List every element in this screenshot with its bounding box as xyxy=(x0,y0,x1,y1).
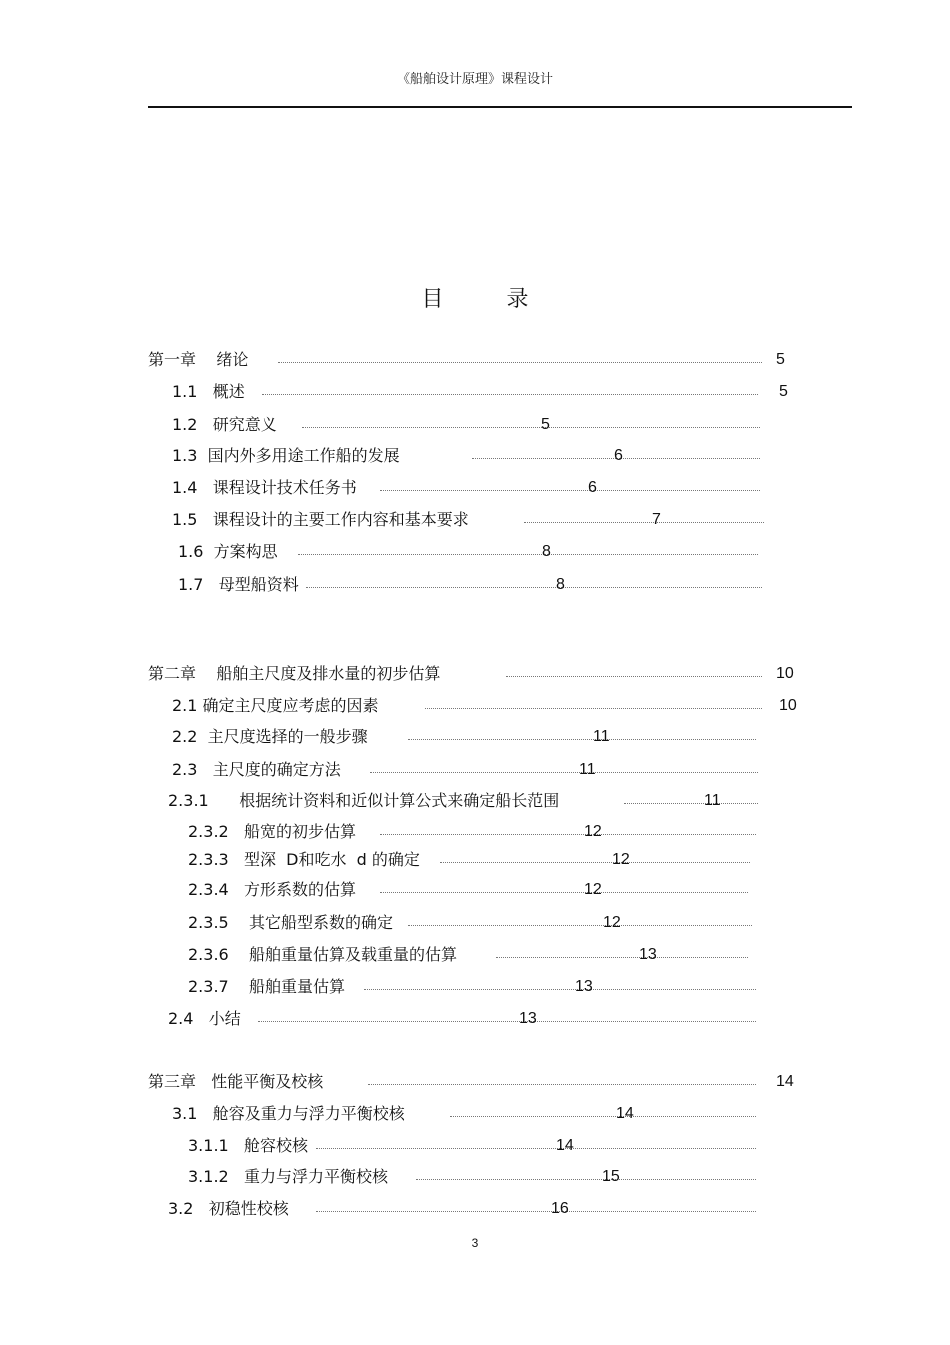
toc-entry-label: 2.2 主尺度选择的一般步骤 xyxy=(172,727,368,746)
toc-entry-page: 8 xyxy=(556,576,565,593)
toc-entry-page: 13 xyxy=(575,978,593,995)
toc-entry xyxy=(188,976,800,998)
page-number: 3 xyxy=(471,1236,479,1250)
toc-leader-dots xyxy=(624,803,758,804)
toc-entry-label: 3.2 初稳性校核 xyxy=(168,1199,289,1218)
toc-leader-dots xyxy=(408,739,756,740)
toc-entry-label: 2.3.7 船舶重量估算 xyxy=(188,977,346,996)
toc-leader-dots xyxy=(316,1211,756,1212)
toc-entry xyxy=(172,414,800,436)
toc-leader-dots xyxy=(440,862,750,863)
toc-entry xyxy=(168,790,800,812)
toc-title: 目 录 xyxy=(421,287,557,312)
toc-entry xyxy=(188,879,800,901)
toc-leader-dots xyxy=(298,554,758,555)
toc-entry-page: 8 xyxy=(542,543,551,560)
toc-entry-label: 2.3.5 其它船型系数的确定 xyxy=(188,913,394,932)
toc-entry-label: 2.3.4 方形系数的估算 xyxy=(188,880,356,899)
toc-entry-page: 12 xyxy=(612,851,630,868)
toc-entry xyxy=(172,509,800,531)
toc-entry-page: 13 xyxy=(519,1010,537,1027)
toc-entry xyxy=(148,663,800,685)
toc-leader-dots xyxy=(416,1179,756,1180)
toc-entry xyxy=(188,1135,800,1157)
toc-entry xyxy=(178,541,800,563)
toc-entry xyxy=(188,821,800,843)
toc-leader-dots xyxy=(450,1116,756,1117)
toc-entry-label: 第一章 绪论 xyxy=(148,350,249,369)
toc-entry-page: 5 xyxy=(776,351,785,368)
toc-entry-label: 1.3 国内外多用途工作船的发展 xyxy=(172,446,400,465)
toc-entry-page: 10 xyxy=(776,665,794,682)
toc-entry-page: 14 xyxy=(616,1105,634,1122)
toc-leader-dots xyxy=(425,708,762,709)
toc-entry xyxy=(172,477,800,499)
toc-entry xyxy=(172,381,800,403)
toc-leader-dots xyxy=(524,522,764,523)
toc-entry-label: 1.6 方案构思 xyxy=(178,542,278,561)
toc-entry-page: 12 xyxy=(584,881,602,898)
toc-leader-dots xyxy=(408,925,752,926)
toc-entry xyxy=(148,349,800,371)
toc-leader-dots xyxy=(496,957,748,958)
toc-leader-dots xyxy=(368,1084,756,1085)
toc-entry-label: 2.3.1 根据统计资料和近似计算公式来确定船长范围 xyxy=(168,791,560,810)
toc-entry xyxy=(172,759,800,781)
toc-entry-page: 5 xyxy=(779,383,788,400)
toc-entry-label: 3.1.1 舱容校核 xyxy=(188,1136,308,1155)
toc-entry-label: 第三章 性能平衡及校核 xyxy=(148,1072,324,1091)
toc-entry-page: 16 xyxy=(551,1200,569,1217)
toc-entry-page: 7 xyxy=(652,511,661,528)
toc-entry-page: 12 xyxy=(603,914,621,931)
toc-entry-page: 11 xyxy=(704,792,721,809)
toc-entry xyxy=(172,1103,800,1125)
toc-entry-page: 11 xyxy=(579,761,596,778)
toc-leader-dots xyxy=(506,676,762,677)
toc-leader-dots xyxy=(380,892,748,893)
toc-entry xyxy=(172,726,800,748)
toc-leader-dots xyxy=(258,1021,756,1022)
toc-entry-page: 15 xyxy=(602,1168,620,1185)
toc-entry-label: 1.7 母型船资料 xyxy=(178,575,299,594)
toc-entry-page: 12 xyxy=(584,823,602,840)
toc-entry-page: 6 xyxy=(588,479,597,496)
toc-entry-page: 11 xyxy=(593,728,610,745)
toc-leader-dots xyxy=(316,1148,756,1149)
toc-entry xyxy=(172,445,800,467)
toc-entry xyxy=(148,1071,800,1093)
toc-entry-page: 10 xyxy=(779,697,797,714)
page-header: 《船舶设计原理》课程设计 xyxy=(396,72,553,87)
toc-entry-label: 2.3.3 型深 D和吃水 d 的确定 xyxy=(188,850,420,869)
toc-entry-page: 13 xyxy=(639,946,657,963)
toc-entry-label: 1.1 概述 xyxy=(172,382,245,401)
toc-leader-dots xyxy=(278,362,762,363)
toc-entry-label: 2.4 小结 xyxy=(168,1009,241,1028)
toc-entry xyxy=(188,944,800,966)
toc-entry-page: 5 xyxy=(541,416,550,433)
toc-entry xyxy=(168,1198,800,1220)
toc-entry-label: 3.1 舱容及重力与浮力平衡校核 xyxy=(172,1104,405,1123)
toc-entry-label: 2.3 主尺度的确定方法 xyxy=(172,760,341,779)
toc-entry-label: 1.5 课程设计的主要工作内容和基本要求 xyxy=(172,510,469,529)
toc-entry xyxy=(168,1008,800,1030)
toc-entry xyxy=(188,849,800,871)
toc-entry xyxy=(188,1166,800,1188)
toc-entry-page: 14 xyxy=(556,1137,574,1154)
toc-leader-dots xyxy=(380,834,756,835)
toc-leader-dots xyxy=(364,989,756,990)
toc-entry xyxy=(172,695,800,717)
toc-entry xyxy=(188,912,800,934)
toc-leader-dots xyxy=(262,394,758,395)
toc-leader-dots xyxy=(306,587,762,588)
toc-entry xyxy=(178,574,800,596)
toc-entry-label: 3.1.2 重力与浮力平衡校核 xyxy=(188,1167,388,1186)
toc-leader-dots xyxy=(380,490,760,491)
toc-leader-dots xyxy=(302,427,760,428)
toc-entry-label: 1.4 课程设计技术任务书 xyxy=(172,478,357,497)
toc-entry-label: 2.3.2 船宽的初步估算 xyxy=(188,822,356,841)
toc-entry-label: 2.1 确定主尺度应考虑的因素 xyxy=(172,696,379,715)
toc-entry-label: 1.2 研究意义 xyxy=(172,415,277,434)
toc-entry-page: 6 xyxy=(614,447,623,464)
toc-entry-page: 14 xyxy=(776,1073,794,1090)
toc-entry-label: 第二章 船舶主尺度及排水量的初步估算 xyxy=(148,664,441,683)
toc-entry-label: 2.3.6 船舶重量估算及载重量的估算 xyxy=(188,945,458,964)
toc-leader-dots xyxy=(370,772,758,773)
